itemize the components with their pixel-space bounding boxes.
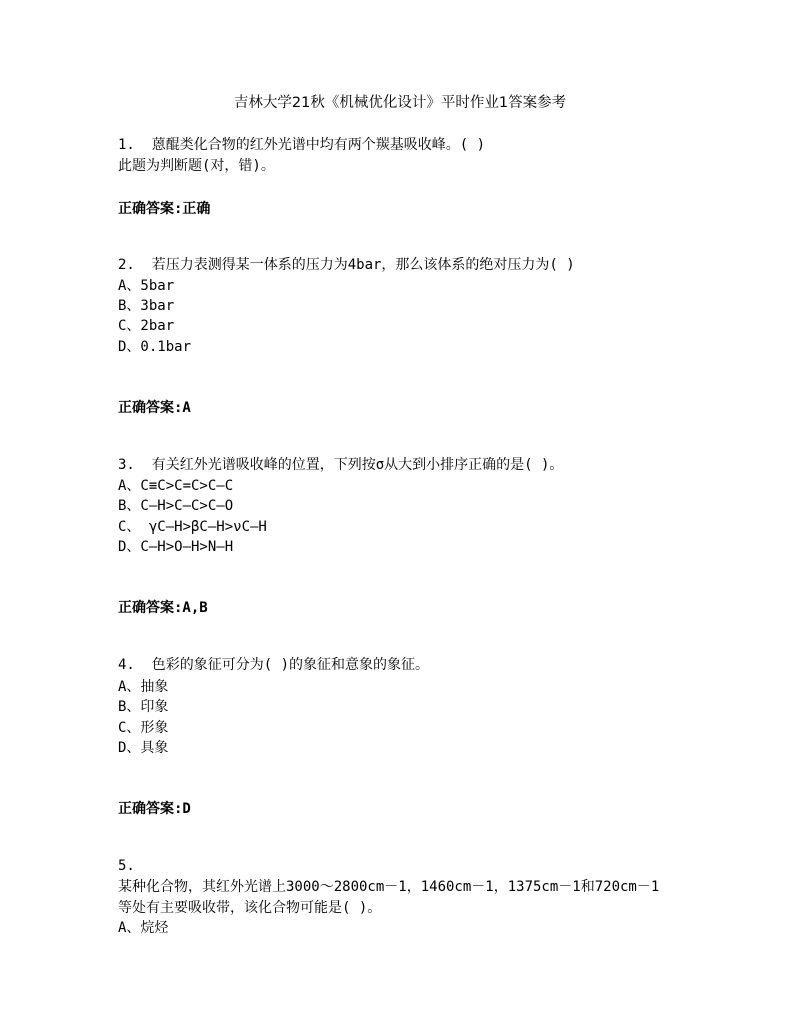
- question-2-option-a: A、5bar: [118, 278, 175, 294]
- question-3-option-c: C、 γC—H>βC—H>νC—H: [118, 519, 267, 535]
- question-4-stem: 4. 色彩的象征可分为( )的象征和意象的象征。: [118, 657, 429, 673]
- question-3-option-a: A、C≡C>C=C>C—C: [118, 478, 234, 494]
- question-3-option-d: D、C—H>O—H>N—H: [118, 539, 234, 555]
- page-title: 吉林大学21秋《机械优化设计》平时作业1答案参考: [233, 95, 567, 111]
- question-2-stem: 2. 若压力表测得某一体系的压力为4bar，那么该体系的绝对压力为( ): [118, 257, 575, 273]
- question-1-answer: 正确答案:正确: [118, 201, 211, 217]
- question-4-option-a: A、抽象: [118, 679, 169, 695]
- question-2-answer: 正确答案:A: [118, 400, 191, 416]
- question-4-answer: 正确答案:D: [118, 801, 191, 817]
- question-3-answer: 正确答案:A,B: [118, 600, 208, 616]
- question-5-option-a: A、烷烃: [118, 920, 169, 936]
- question-4-option-b: B、印象: [118, 699, 169, 715]
- question-5-number: 5.: [118, 858, 135, 874]
- question-3-stem: 3. 有关红外光谱吸收峰的位置，下列按σ从大到小排序正确的是( )。: [118, 457, 564, 473]
- question-3-option-b: B、C—H>C—C>C—O: [118, 498, 234, 514]
- question-4-option-c: C、形象: [118, 720, 169, 736]
- question-1-stem: 1. 蒽醌类化合物的红外光谱中均有两个羰基吸收峰。( ): [118, 137, 485, 153]
- question-2-option-d: D、0.1bar: [118, 339, 192, 355]
- question-1-note: 此题为判断题(对，错)。: [118, 158, 275, 174]
- question-4-option-d: D、具象: [118, 740, 169, 756]
- question-5-stem-line-2: 等处有主要吸收带，该化合物可能是( )。: [118, 900, 382, 916]
- question-5-stem-line-1: 某种化合物，其红外光谱上3000～2800cm－1，1460cm－1，1375cm－1和720cm－1: [118, 879, 660, 895]
- question-2-option-b: B、3bar: [118, 298, 175, 314]
- question-2-option-c: C、2bar: [118, 318, 175, 334]
